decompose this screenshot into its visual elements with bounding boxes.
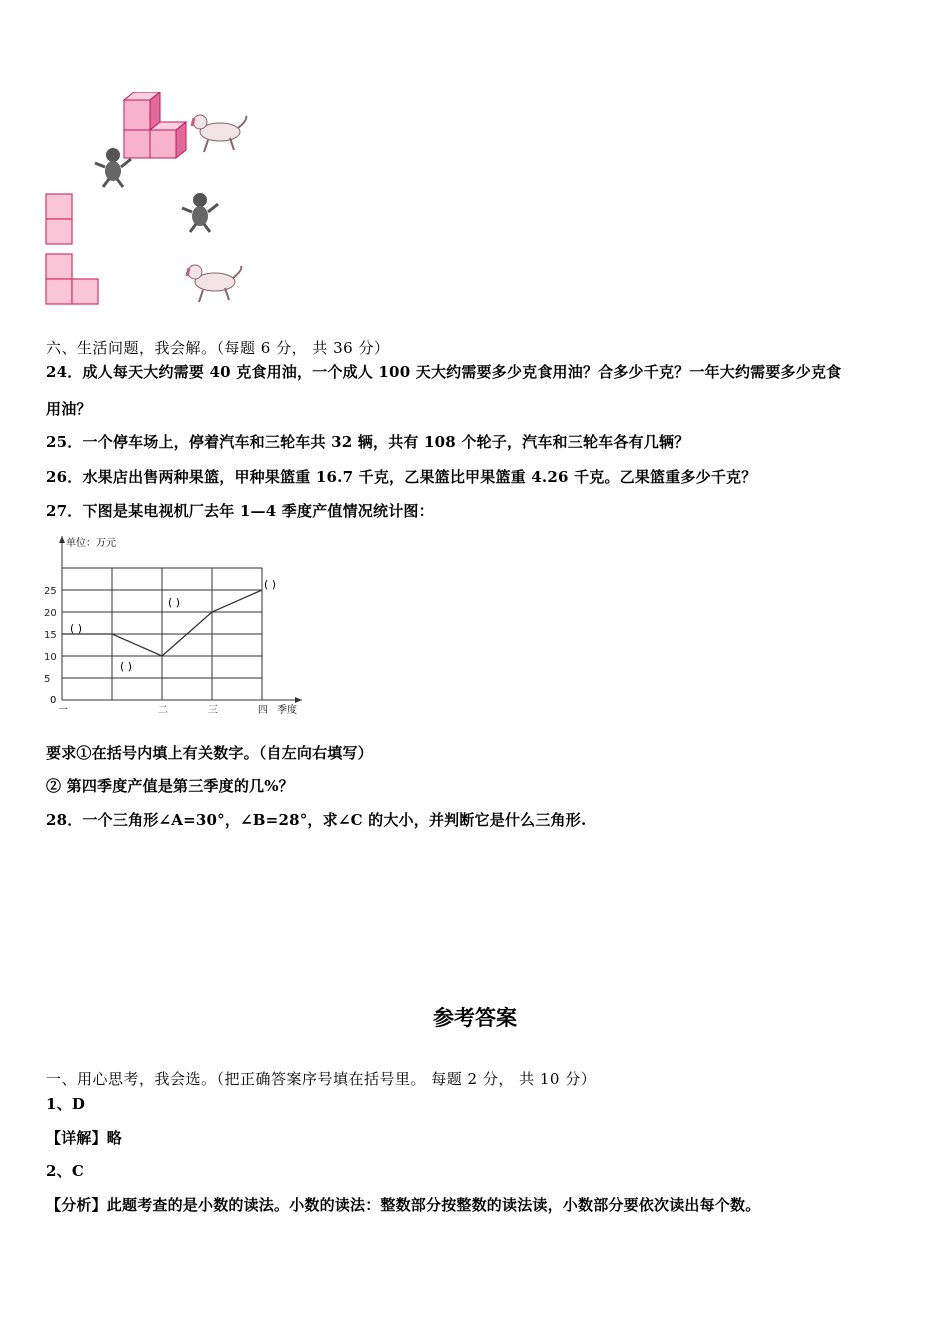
chart-y-tick-label: 25 bbox=[44, 586, 57, 597]
quarterly-output-chart bbox=[40, 528, 310, 720]
dog-icon bbox=[192, 115, 246, 152]
chart-point-label: ( ) bbox=[70, 622, 83, 635]
cube-views-figure bbox=[40, 92, 270, 312]
chart-x-arrow bbox=[295, 697, 302, 703]
question-28: 28．一个三角形∠A=30°，∠B=28°，求∠C 的大小，并判断它是什么三角形. bbox=[46, 811, 587, 829]
front-view-squares bbox=[46, 194, 72, 244]
dog-icon bbox=[187, 265, 241, 302]
chart-x-tick-label: 二 bbox=[158, 705, 168, 716]
monkey-icon bbox=[182, 193, 218, 232]
chart-y-tick-label: 5 bbox=[44, 674, 51, 685]
answers-title: 参考答案 bbox=[433, 1005, 517, 1030]
answer-1: 1、D bbox=[46, 1095, 86, 1113]
chart-y-tick-label: 20 bbox=[44, 608, 57, 619]
chart-origin-label: 0 bbox=[50, 695, 57, 706]
chart-point-label: ( ) bbox=[120, 660, 133, 673]
answer-1-detail: 【详解】略 bbox=[46, 1129, 123, 1147]
chart-x-tick-label: 四 bbox=[258, 705, 268, 716]
question-27: 27．下图是某电视机厂去年 1—4 季度产值情况统计图： bbox=[46, 502, 434, 520]
question-26: 26．水果店出售两种果篮，甲种果篮重 16.7 千克，乙果篮比甲果篮重 4.26 千克。乙果篮重多少千克？ bbox=[46, 468, 757, 486]
chart-x-tick-label: 一 bbox=[58, 705, 68, 716]
chart-point-label: ( ) bbox=[168, 596, 181, 609]
chart-x-tick-label: 三 bbox=[208, 705, 218, 716]
chart-point-label: ( ) bbox=[264, 578, 277, 591]
chart-y-tick-label: 15 bbox=[44, 630, 57, 641]
question-27-req1: 要求①在括号内填上有关数字。（自左向右填写） bbox=[46, 744, 373, 762]
answer-2-analysis: 【分析】此题考查的是小数的读法。小数的读法：整数部分按整数的读法读，小数部分要依次读出每个数。 bbox=[46, 1196, 761, 1214]
cube-stack bbox=[124, 92, 186, 158]
question-24-line2: 用油？ bbox=[46, 400, 92, 418]
answer-2: 2、C bbox=[46, 1162, 84, 1180]
side-view-squares bbox=[46, 254, 98, 304]
question-25: 25．一个停车场上，停着汽车和三轮车共 32 辆，共有 108 个轮子，汽车和三轮车各有几辆？ bbox=[46, 433, 690, 451]
question-24-line1: 24．成人每天大约需要 40 克食用油，一个成人 100 天大约需要多少克食用油？合多少千克？一年大约需要多少克食 bbox=[46, 363, 842, 381]
question-27-req2: ② 第四季度产值是第三季度的几%？ bbox=[46, 777, 294, 795]
chart-x-axis-label: 季度 bbox=[277, 705, 297, 716]
section-6-header: 六、生活问题，我会解。（每题 6 分， 共 36 分） bbox=[46, 339, 390, 357]
chart-y-arrow bbox=[59, 536, 65, 543]
answers-section-1-header: 一、用心思考，我会选。（把正确答案序号填在括号里。 每题 2 分， 共 10 分） bbox=[46, 1070, 597, 1088]
chart-unit-label: 单位：万元 bbox=[66, 538, 116, 549]
chart-y-tick-label: 10 bbox=[44, 652, 57, 663]
